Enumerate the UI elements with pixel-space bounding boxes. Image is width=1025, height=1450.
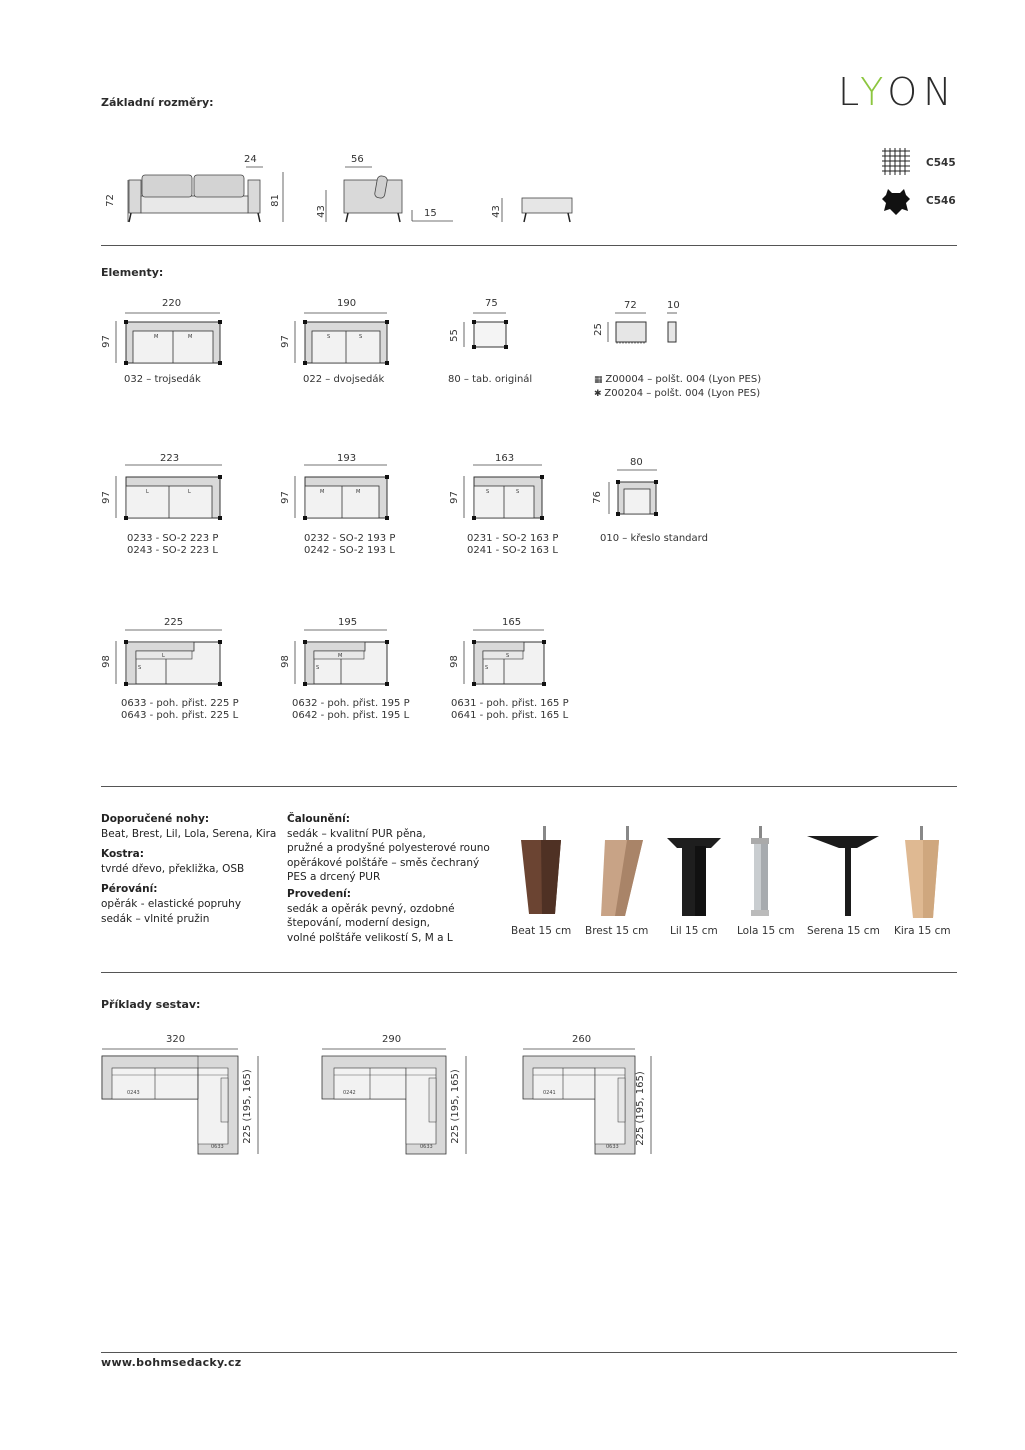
- svg-text:S: S: [138, 665, 142, 671]
- upholstery-line-4: PES a drcený PUR: [287, 871, 381, 884]
- leather-hide-icon: [880, 187, 912, 217]
- kira-leg-icon: [905, 826, 939, 918]
- elem-010-height: 76: [591, 491, 603, 504]
- element-0231: [464, 465, 544, 520]
- element-032: [116, 313, 222, 365]
- legs-title: Doporučené nohy:: [101, 813, 210, 825]
- elem-032-caption: 032 – trojsedák: [124, 374, 201, 385]
- elem-0632-width: 195: [338, 617, 358, 628]
- execution-line-1: sedák a opěrák pevný, ozdobné: [287, 902, 455, 915]
- sofa-front-view: [128, 167, 283, 222]
- elem-0232-width: 193: [337, 453, 357, 464]
- svg-text:L: L: [188, 489, 191, 495]
- elem-0231-caption: 0231 - SO-2 163 P: [467, 533, 559, 544]
- upholstery-title: Čalounění:: [287, 813, 350, 825]
- leg-name-beat: Beat 15 cm: [511, 925, 572, 937]
- lil-leg-icon: [667, 838, 721, 916]
- elem-022-caption: 022 – dvojsedák: [303, 374, 385, 385]
- elem-0241-caption: 0241 - SO-2 163 L: [467, 545, 558, 556]
- spring-line-1: opěrák - elastické popruhy: [101, 897, 242, 910]
- element-0233: [116, 465, 222, 520]
- elem-0633-height: 98: [100, 655, 112, 668]
- side-depth-dim: 56: [351, 154, 364, 165]
- svg-text:S: S: [506, 653, 510, 659]
- example-2-code-b: 0633: [420, 1144, 433, 1150]
- svg-text:S: S: [316, 665, 320, 671]
- seat-label: M: [154, 334, 159, 340]
- example-1-code-b: 0633: [211, 1144, 224, 1150]
- divider: [101, 786, 957, 787]
- example-3-width: 260: [572, 1034, 592, 1045]
- svg-text:S: S: [516, 489, 520, 495]
- elements-row3-drawing: [100, 625, 560, 695]
- material-code-fabric: C545: [926, 157, 956, 169]
- example-2: [322, 1049, 466, 1154]
- elem-0232-height: 97: [279, 491, 291, 504]
- elem-0233-caption: 0233 - SO-2 223 P: [127, 533, 219, 544]
- stool-front-view: [502, 198, 572, 222]
- section-title-basic-dims: Základní rozměry:: [101, 96, 214, 109]
- elem-032-width: 220: [162, 298, 182, 309]
- sofa-height-dim: 72: [104, 194, 116, 207]
- elem-0641-caption: 0641 - poh. přist. 165 L: [451, 710, 569, 721]
- element-pillow: [608, 313, 677, 343]
- execution-title: Provedení:: [287, 887, 351, 900]
- brest-leg-icon: [601, 826, 643, 916]
- spring-title: Pérování:: [101, 883, 158, 896]
- elem-0642-caption: 0642 - poh. přist. 195 L: [292, 710, 410, 721]
- execution-line-2: štepování, moderní design,: [287, 917, 431, 930]
- elem-0633-width: 225: [164, 617, 184, 628]
- basic-dims-drawing: [100, 150, 590, 230]
- leg-name-lola: Lola 15 cm: [737, 925, 795, 937]
- example-1-code-a: 0243: [127, 1090, 140, 1096]
- divider: [101, 1352, 957, 1353]
- legs-gallery: [505, 822, 960, 922]
- elem-0643-caption: 0643 - poh. přist. 225 L: [121, 710, 239, 721]
- elem-0242-caption: 0242 - SO-2 193 L: [304, 545, 395, 556]
- elem-022-width: 190: [337, 298, 357, 309]
- section-title-elements: Elementy:: [101, 266, 164, 279]
- elem-0631-width: 165: [502, 617, 522, 628]
- divider: [101, 245, 957, 246]
- execution-line-3: volné polštáře velikostí S, M a L: [287, 931, 453, 944]
- sofa-width-dim: 24: [244, 154, 257, 165]
- example-2-code-a: 0242: [343, 1090, 356, 1096]
- svg-text:M: M: [338, 653, 343, 659]
- element-0232: [295, 465, 389, 520]
- stool-height-dim: 43: [490, 205, 502, 218]
- upholstery-line-3: opěrákové polštáře – směs čechraný: [287, 856, 480, 869]
- elem-022-height: 97: [279, 335, 291, 348]
- example-1: [102, 1049, 258, 1154]
- elem-0243-caption: 0243 - SO-2 223 L: [127, 545, 218, 556]
- svg-text:S: S: [485, 665, 489, 671]
- elem-0631-height: 98: [448, 655, 460, 668]
- element-010: [609, 470, 658, 516]
- element-80: [464, 313, 508, 349]
- elem-80-width: 75: [485, 298, 498, 309]
- example-3: [523, 1049, 651, 1154]
- material-code-leather: C546: [926, 195, 956, 207]
- svg-text:M: M: [356, 489, 361, 495]
- leg-height-dim: 15: [424, 208, 437, 219]
- element-0633: [116, 630, 222, 686]
- leg-name-lil: Lil 15 cm: [670, 925, 718, 937]
- section-title-examples: Příklady sestav:: [101, 998, 201, 1011]
- side-seat-height-dim: 43: [315, 205, 327, 218]
- svg-text:S: S: [486, 489, 490, 495]
- elem-0632-caption: 0632 - poh. přist. 195 P: [292, 698, 410, 709]
- element-022: [295, 313, 389, 365]
- leg-name-brest: Brest 15 cm: [585, 925, 649, 937]
- elem-0632-height: 98: [279, 655, 291, 668]
- svg-text:L: L: [146, 489, 149, 495]
- beat-leg-icon: [521, 826, 561, 914]
- divider: [101, 972, 957, 973]
- elements-row2-drawing: [100, 460, 700, 530]
- sofa-back-height-dim: 81: [269, 194, 281, 207]
- specs-left-column: [101, 812, 281, 926]
- elem-0633-caption: 0633 - poh. přist. 225 P: [121, 698, 239, 709]
- example-1-width: 320: [166, 1034, 186, 1045]
- frame-title: Kostra:: [101, 848, 144, 861]
- example-2-height: 225 (195, 165): [449, 1069, 461, 1144]
- leg-name-serena: Serena 15 cm: [807, 925, 880, 937]
- elem-pillow-width2: 10: [667, 300, 680, 311]
- brand-logo: LYON: [838, 70, 958, 114]
- upholstery-line-2: pružné a prodyšné polyesterové rouno: [287, 842, 490, 855]
- seat-label: S: [327, 334, 331, 340]
- elem-80-caption: 80 – tab. originál: [448, 374, 533, 385]
- elem-032-height: 97: [100, 335, 112, 348]
- footer-url[interactable]: www.bohmsedacky.cz: [101, 1356, 242, 1369]
- frame-text: tvrdé dřevo, překližka, OSB: [101, 862, 245, 875]
- elem-pillow-width: 72: [624, 300, 637, 311]
- elem-80-height: 55: [448, 329, 460, 342]
- seat-label: S: [359, 334, 363, 340]
- elem-010-width: 80: [630, 457, 643, 468]
- fabric-grid-icon: [880, 147, 912, 177]
- elem-0233-width: 223: [160, 453, 180, 464]
- elem-010-caption: 010 – křeslo standard: [600, 533, 708, 544]
- seat-label: M: [188, 334, 193, 340]
- example-2-width: 290: [382, 1034, 402, 1045]
- svg-text:M: M: [320, 489, 325, 495]
- elem-0231-height: 97: [448, 491, 460, 504]
- elem-0232-caption: 0232 - SO-2 193 P: [304, 533, 396, 544]
- element-0631: [464, 630, 546, 686]
- example-3-code-a: 0241: [543, 1090, 556, 1096]
- elem-0631-caption: 0631 - poh. přist. 165 P: [451, 698, 569, 709]
- spring-line-2: sedák – vlnité pružin: [101, 912, 210, 925]
- elements-row1-drawing: [100, 305, 720, 375]
- elem-0231-width: 163: [495, 453, 515, 464]
- examples-drawing: [100, 1040, 680, 1160]
- example-3-height: 225 (195, 165): [634, 1071, 646, 1146]
- example-3-code-b: 0633: [606, 1144, 619, 1150]
- leg-name-kira: Kira 15 cm: [894, 925, 951, 937]
- elem-pillow-caption-1: ▦ Z00004 – polšt. 004 (Lyon PES): [594, 374, 762, 385]
- specs-right-column: [287, 812, 507, 945]
- element-0632: [295, 630, 389, 686]
- elem-pillow-height: 25: [592, 323, 604, 336]
- lola-leg-icon: [751, 826, 769, 916]
- elem-0233-height: 97: [100, 491, 112, 504]
- svg-text:L: L: [162, 653, 165, 659]
- example-1-height: 225 (195, 165): [241, 1069, 253, 1144]
- elem-pillow-caption-2: ✱ Z00204 – polšt. 004 (Lyon PES): [594, 388, 761, 399]
- upholstery-line-1: sedák – kvalitní PUR pěna,: [287, 827, 426, 840]
- legs-text: Beat, Brest, Lil, Lola, Serena, Kira: [101, 827, 277, 840]
- serena-leg-icon: [807, 836, 879, 916]
